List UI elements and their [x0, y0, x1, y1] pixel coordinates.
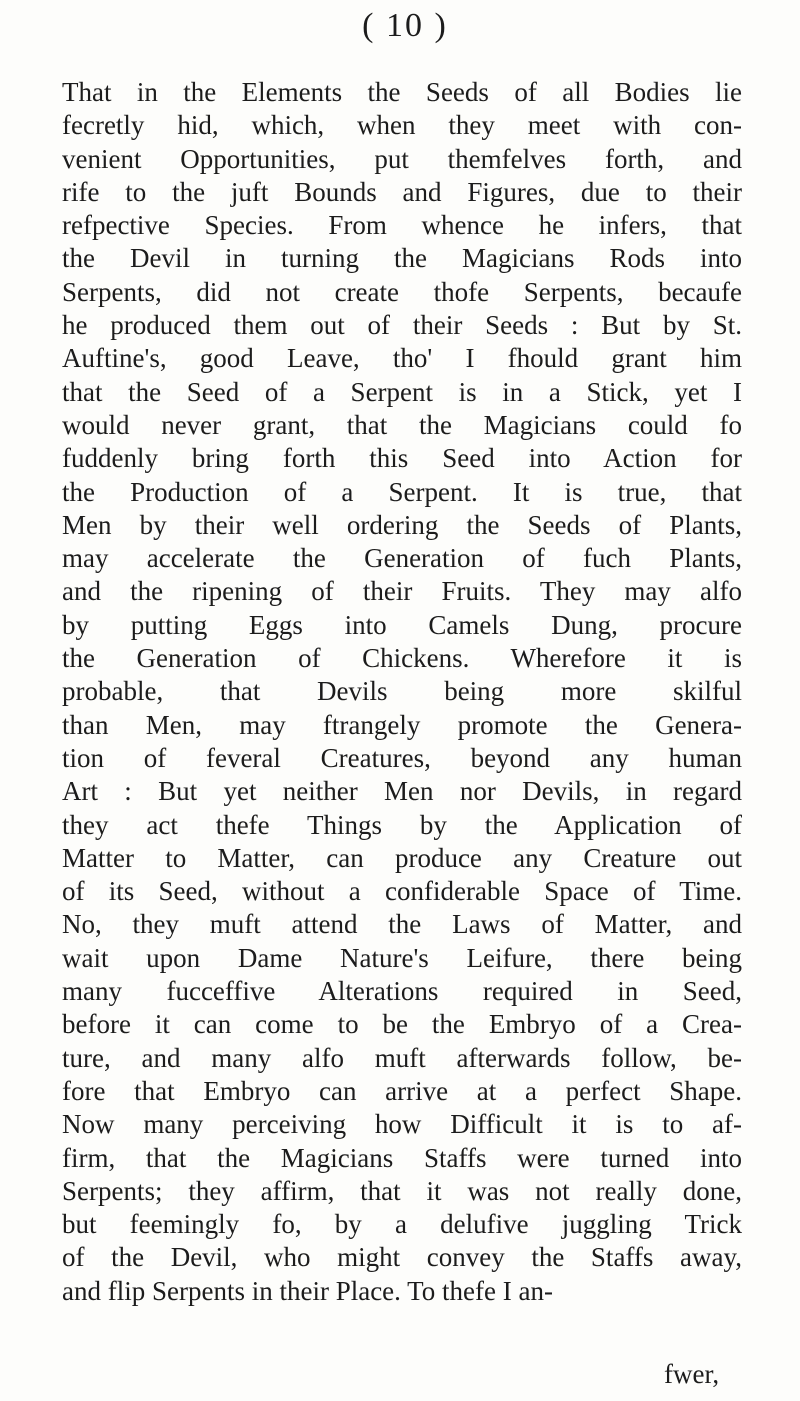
text-line: the Generation of Chickens. Wherefore it is — [62, 643, 742, 674]
text-line: before it can come to be the Embryo of a Crea- — [62, 1009, 742, 1040]
text-line: refpective Species. From whence he infers, that — [62, 210, 742, 241]
text-line: firm, that the Magicians Staffs were turned into — [62, 1142, 742, 1173]
text-line: Auftine's, good Leave, tho' I fhould grant him — [62, 343, 742, 374]
text-line: by putting Eggs into Camels Dung, procure — [62, 609, 742, 640]
text-line: but feemingly fo, by a delufive juggling Trick — [62, 1209, 742, 1240]
text-line: No, they muft attend the Laws of Matter, and — [62, 909, 742, 940]
text-line: of the Devil, who might convey the Staffs away, — [62, 1242, 742, 1273]
text-line: and flip Serpents in their Place. To thefe I an- — [62, 1275, 553, 1306]
text-line: and the ripening of their Fruits. They may alfo — [62, 576, 742, 607]
text-line: Serpents; they affirm, that it was not really done, — [62, 1175, 742, 1206]
text-line: Now many perceiving how Difficult it is to af- — [62, 1109, 742, 1140]
text-line: many fucceffive Alterations required in Seed, — [62, 976, 742, 1007]
text-line: may accelerate the Generation of fuch Plants, — [62, 543, 742, 574]
text-line: he produced them out of their Seeds : But by St. — [62, 310, 742, 341]
text-line: venient Opportunities, put themfelves forth, and — [62, 143, 742, 174]
text-line: tion of feveral Creatures, beyond any human — [62, 742, 742, 773]
text-line: fuddenly bring forth this Seed into Action for — [62, 443, 742, 474]
text-line: the Production of a Serpent. It is true, that — [62, 476, 742, 507]
text-line: than Men, may ftrangely promote the Genera- — [62, 709, 742, 740]
text-line: That in the Elements the Seeds of all Bodies lie — [62, 77, 742, 107]
text-line: Art : But yet neither Men nor Devils, in regard — [62, 776, 742, 807]
text-line: fore that Embryo can arrive at a perfect Shape. — [62, 1075, 742, 1106]
text-line: Men by their well ordering the Seeds of Plants, — [62, 509, 742, 540]
body-text — [62, 76, 742, 1308]
text-line: that the Seed of a Serpent is in a Stick, yet I — [62, 376, 742, 407]
page-number: ( 10 ) — [362, 7, 448, 44]
text-line: fecretly hid, which, when they meet with con- — [62, 110, 742, 141]
text-line: they act thefe Things by the Application of — [62, 809, 742, 840]
catchword: fwer, — [664, 1359, 720, 1389]
text-line: Serpents, did not create thofe Serpents, becaufe — [62, 276, 742, 307]
text-line: the Devil in turning the Magicians Rods into — [62, 243, 742, 274]
text-line: probable, that Devils being more skilful — [62, 676, 742, 707]
text-line: Matter to Matter, can produce any Creature out — [62, 842, 742, 873]
text-line: would never grant, that the Magicians could fo — [62, 409, 742, 440]
text-line: wait upon Dame Nature's Leifure, there being — [62, 942, 742, 973]
text-line: of its Seed, without a confiderable Space of Time. — [62, 876, 742, 907]
text-line: ture, and many alfo muft afterwards follow, be- — [62, 1042, 742, 1073]
text-line: rife to the juft Bounds and Figures, due to their — [62, 176, 742, 207]
